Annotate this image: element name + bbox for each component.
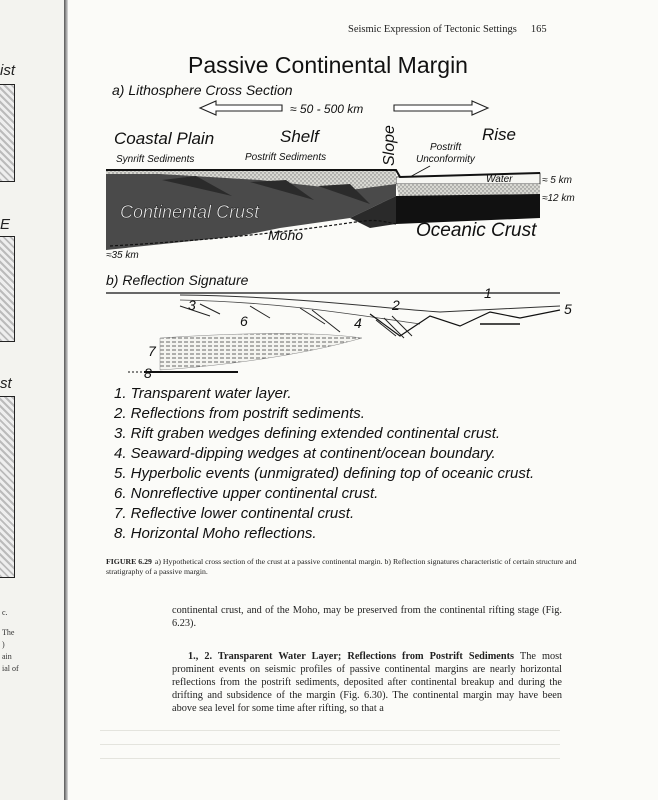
slope-label: Slope — [381, 125, 398, 166]
facing-page-figure — [0, 236, 15, 342]
unconformity-label: Unconformity — [416, 154, 475, 165]
running-header — [348, 24, 547, 35]
caption-text: a) Hypothetical cross section of the crust at a passive continental margin. b) Reflection signatures characteristic of certain structure and stratigraphy of a passive margin. — [106, 557, 577, 576]
water-label: Water — [486, 174, 513, 185]
reflection-number-6: 6 — [240, 313, 248, 329]
shelf-label: Shelf — [280, 127, 319, 146]
bleed-through-line — [100, 730, 560, 731]
postrift-sediments-label: Postrift Sediments — [245, 152, 327, 163]
page-number: 165 — [530, 24, 547, 35]
reflection-rift-wedges — [180, 304, 340, 332]
coastal-plain-label: Coastal Plain — [114, 129, 215, 148]
reflection-lower-crust — [160, 334, 362, 371]
bleed-through-line — [100, 744, 560, 745]
reflection-signature — [106, 293, 560, 372]
figure-legend — [114, 384, 534, 544]
legend-item: 7. Reflective lower continental crust. — [114, 505, 355, 522]
paragraph-heading: 1., 2. Transparent Water Layer; Reflections from Postrift Sediments — [188, 651, 515, 662]
moho-label: Moho — [268, 227, 304, 243]
reflection-number-8: 8 — [144, 365, 152, 381]
paragraph-text: The most prominent events on seismic profiles of passive continental margins are nearly horizontal reflections from the postrift sediments, deposited after continental breakup and during the drifting and subsidence of the margin (Fig. 6.30). The continental margin may have been above sea level for some time after rifting, so that a — [172, 651, 562, 714]
reflection-number-7: 7 — [148, 343, 156, 359]
rise-label: Rise — [482, 125, 517, 144]
legend-item: 1. Transparent water layer. — [114, 385, 292, 402]
legend-item: 8. Horizontal Moho reflections. — [114, 525, 317, 542]
section-b-heading: b) Reflection Signature — [106, 272, 249, 288]
reflection-dipping-wedges — [376, 316, 412, 338]
scale-label: ≈ 50 - 500 km — [290, 102, 364, 116]
legend-item: 6. Nonreflective upper continental crust. — [114, 485, 379, 502]
section-a-heading: a) Lithosphere Cross Section — [112, 82, 293, 98]
facing-page-text: ) — [2, 640, 5, 649]
facing-page-fragment: E — [0, 216, 11, 233]
figure-title: Passive Continental Margin — [188, 52, 468, 78]
running-title: Seismic Expression of Tectonic Settings — [348, 24, 517, 35]
reflection-number-5: 5 — [564, 301, 572, 317]
facing-page-figure — [0, 84, 15, 182]
facing-page-text: ial of — [2, 664, 19, 673]
caption-label: FIGURE 6.29 — [106, 557, 152, 566]
facing-page-text: The — [2, 628, 15, 637]
facing-page-fragment: st — [0, 375, 12, 392]
facing-page-text: c. — [2, 608, 8, 617]
reflection-postrift — [180, 295, 560, 312]
legend-item: 4. Seaward-dipping wedges at continent/ocean boundary. — [114, 445, 496, 462]
bleed-through-line — [100, 758, 560, 759]
synrift-label: Synrift Sediments — [116, 154, 195, 165]
depth-12km-label: ≈12 km — [542, 193, 575, 204]
depth-5km-label: ≈ 5 km — [542, 175, 572, 186]
reflection-number-4: 4 — [354, 315, 362, 331]
body-paragraph — [172, 650, 562, 715]
facing-page-fragment: ist — [0, 62, 15, 79]
reflection-number-2: 2 — [392, 297, 400, 313]
oceanic-crust-label: Oceanic Crust — [416, 220, 537, 241]
legend-item: 5. Hyperbolic events (unmigrated) defining top of oceanic crust. — [114, 465, 535, 482]
page-fold-shadow — [64, 0, 68, 800]
legend-item: 3. Rift graben wedges defining extended continental crust. — [114, 425, 501, 442]
postrift-label: Postrift — [430, 142, 462, 153]
reflection-number-3: 3 — [188, 297, 196, 313]
figure-caption — [106, 557, 590, 577]
facing-page-figure — [0, 396, 15, 578]
body-paragraph: continental crust, and of the Moho, may be preserved from the continental rifting stage (Fig. 6.23). — [172, 605, 562, 629]
continental-crust-label: Continental Crust — [120, 202, 260, 222]
depth-35km-label: ≈35 km — [106, 250, 139, 261]
reflection-number-1: 1 — [484, 285, 492, 301]
facing-page-text: ain — [2, 652, 12, 661]
passive-margin-diagram — [100, 100, 600, 390]
legend-item: 2. Reflections from postrift sediments. — [114, 405, 365, 422]
